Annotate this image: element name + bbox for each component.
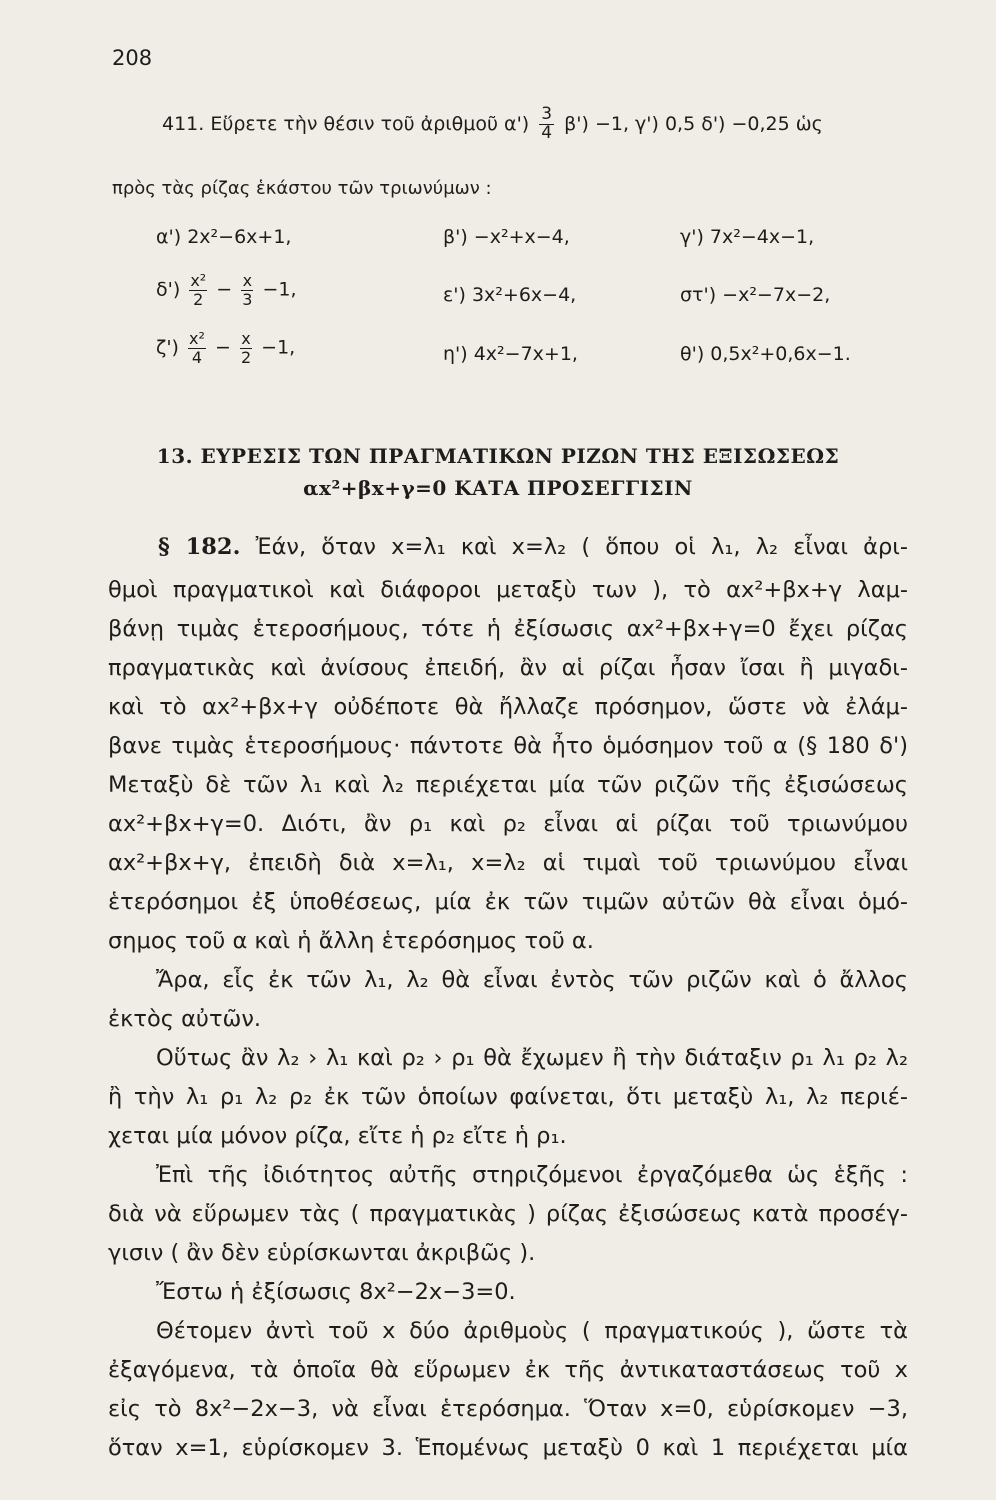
body-line: χεται μία μόνον ρίζα, εἴτε ἡ ρ₂ εἴτε ἡ ρ₁.	[108, 1123, 567, 1149]
item-beta: β') −x²+x−4,	[443, 226, 570, 248]
section-heading-line-2: αx²+βx+γ=0 ΚΑΤΑ ΠΡΟΣΕΓΓΙΣΙΝ	[303, 476, 693, 500]
body-line-1: § 182. Ἐάν, ὅταν x=λ₁ καὶ x=λ₂ ( ὅπου οἱ λ₁, λ₂ εἶναι ἀρι-	[158, 534, 909, 560]
body-line: Ἄρα, εἷς ἐκ τῶν λ₁, λ₂ θὰ εἶναι ἐντὸς τῶν ριζῶν καὶ ὁ ἄλλος	[156, 967, 908, 993]
item-delta: δ') $\frac{\text{x²}}{2}$ − $\frac{x}{3}$ −1,	[156, 271, 297, 309]
item-sigmatau: στ') −x²−7x−2,	[680, 284, 831, 306]
item-alpha: α') 2x²−6x+1,	[156, 226, 292, 248]
body-line: βάνῃ τιμὰς ἑτεροσήμους, τότε ἡ ἐξίσωσις αx²+βx+γ=0 ἔχει ρίζας	[108, 616, 908, 642]
item-gamma: γ') 7x²−4x−1,	[680, 226, 815, 248]
fraction: $\frac{x}{3}$	[242, 271, 253, 309]
item-zeta: ζ') $\frac{\text{x²}}{4}$ − $\frac{x}{2}$ −1,	[156, 329, 296, 367]
fraction-three-quarters: $\frac{3}{4}$	[541, 104, 553, 143]
body-line: ἢ τὴν λ₁ ρ₁ λ₂ ρ₂ ἐκ τῶν ὁποίων φαίνεται, ὅτι μεταξὺ λ₁, λ₂ περιέ-	[108, 1084, 908, 1110]
body-line: γισιν ( ἂν δὲν εὑρίσκωνται ἀκριβῶς ).	[108, 1240, 536, 1266]
body-line: ἐξαγόμενα, τὰ ὁποῖα θὰ εὕρωμεν ἐκ τῆς ἀντικαταστάσεως τοῦ x	[108, 1357, 908, 1383]
exercise-line-2: πρὸς τὰς ρίζας ἑκάστου τῶν τριωνύμων :	[112, 178, 492, 199]
body-line: Οὕτως ἂν λ₂ › λ₁ καὶ ρ₂ › ρ₁ θὰ ἔχωμεν ἢ τὴν διάταξιν ρ₁ λ₁ ρ₂ λ₂	[156, 1045, 908, 1071]
body-line: διὰ νὰ εὕρωμεν τὰς ( πραγματικὰς ) ρίζας ἐξισώσεως κατὰ προσέγ-	[108, 1201, 908, 1227]
body-line: καὶ τὸ αx²+βx+γ οὐδέποτε θὰ ἤλλαζε πρόσημον, ὥστε νὰ ἐλάμ-	[108, 694, 908, 720]
exercise-text-a: 411. Εὕρετε τὴν θέσιν τοῦ ἀριθμοῦ α')	[162, 112, 530, 135]
body-line: Ἔστω ἡ ἐξίσωσις 8x²−2x−3=0.	[156, 1279, 516, 1305]
body-line: εἰς τὸ 8x²−2x−3, νὰ εἶναι ἑτερόσημα. Ὅταν x=0, εὑρίσκομεν −3,	[108, 1396, 908, 1422]
body-line: θμοὶ πραγματικοὶ καὶ διάφοροι μεταξὺ των ), τὸ αx²+βx+γ λαμ-	[108, 577, 908, 603]
page-number: 208	[112, 46, 153, 70]
fraction: $\frac{x}{2}$	[240, 329, 252, 367]
exercise-text-b: β') −1, γ') 0,5 δ') −0,25 ὡς	[564, 112, 823, 135]
item-theta: θ') 0,5x²+0,6x−1.	[680, 343, 851, 365]
body-line: ὅταν x=1, εὑρίσκομεν 3. Ἑπομένως μεταξὺ 0 καὶ 1 περιέχεται μία	[108, 1435, 908, 1461]
fraction: $\frac{\text{x²}}{2}$	[190, 271, 207, 309]
body-line: ἑτερόσημοι ἐξ ὑποθέσεως, μία ἐκ τῶν τιμῶν αὐτῶν θὰ εἶναι ὁμό-	[108, 889, 908, 915]
exercise-line-1	[112, 106, 823, 143]
body-line: Ἐπὶ τῆς ἰδιότητος αὐτῆς στηριζόμενοι ἐργαζόμεθα ὡς ἑξῆς :	[156, 1162, 908, 1188]
body-line: πραγματικὰς καὶ ἀνίσους ἐπειδή, ἂν αἱ ρίζαι ἦσαν ἴσαι ἢ μιγαδι-	[108, 655, 908, 681]
item-epsilon: ε') 3x²+6x−4,	[443, 284, 577, 306]
body-line: αx²+βx+γ=0. Διότι, ἂν ρ₁ καὶ ρ₂ εἶναι αἱ ρίζαι τοῦ τριωνύμου	[108, 811, 908, 837]
fraction: $\frac{\text{x²}}{4}$	[189, 329, 205, 367]
body-line: σημος τοῦ α καὶ ἡ ἄλλη ἑτερόσημος τοῦ α.	[108, 928, 594, 954]
body-line: Θέτομεν ἀντὶ τοῦ x δύο ἀριθμοὺς ( πραγματικούς ), ὥστε τὰ	[156, 1318, 908, 1344]
body-line: βανε τιμὰς ἑτεροσήμους· πάντοτε θὰ ἦτο ὁμόσημον τοῦ α (§ 180 δ')	[108, 733, 908, 759]
section-label: § 182.	[158, 534, 241, 560]
section-heading-line-1: 13. ΕΥΡΕΣΙΣ ΤΩΝ ΠΡΑΓΜΑΤΙΚΩΝ ΡΙΖΩΝ ΤΗΣ ΕΞΙΣΩΣΕΩΣ	[156, 444, 840, 468]
body-line: Μεταξὺ δὲ τῶν λ₁ καὶ λ₂ περιέχεται μία τῶν ριζῶν τῆς ἐξισώσεως	[108, 772, 908, 798]
item-eta: η') 4x²−7x+1,	[443, 343, 578, 365]
body-line: ἐκτὸς αὐτῶν.	[108, 1006, 262, 1032]
body-line: αx²+βx+γ, ἐπειδὴ διὰ x=λ₁, x=λ₂ αἱ τιμαὶ τοῦ τριωνύμου εἶναι	[108, 850, 908, 876]
